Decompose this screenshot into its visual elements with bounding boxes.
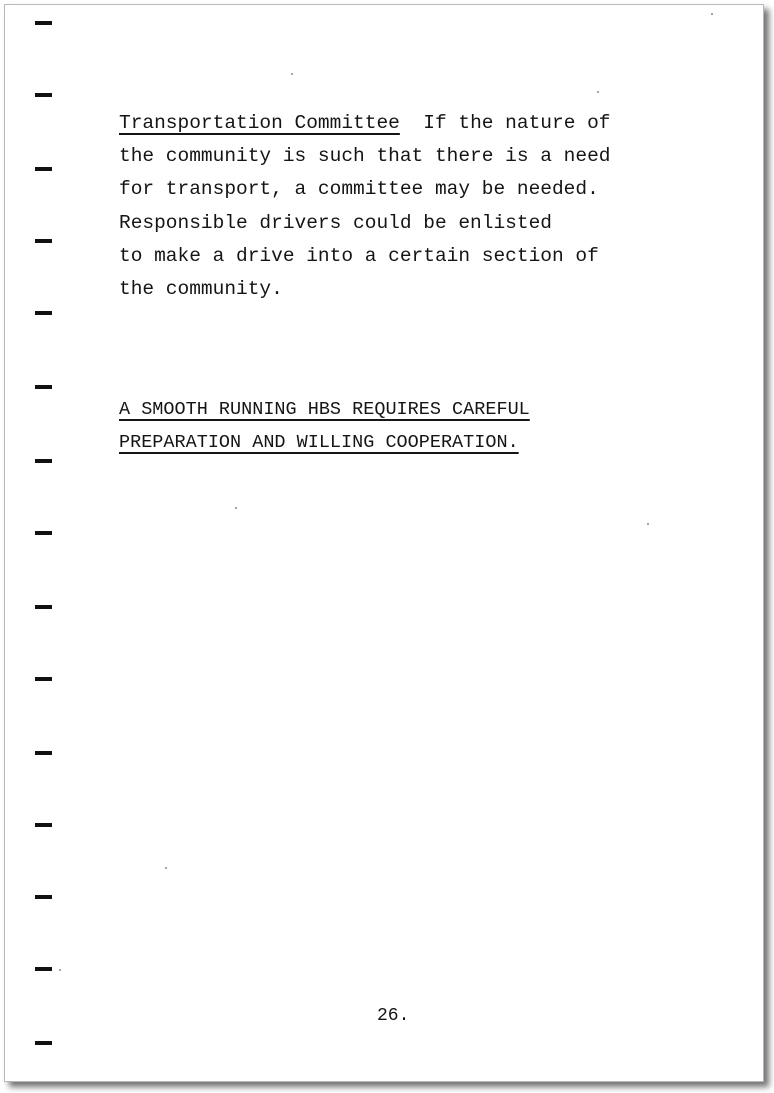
binder-tick-mark — [35, 751, 52, 755]
scan-speck — [165, 867, 167, 869]
paragraph-line: to make a drive into a certain section of — [119, 244, 599, 267]
paragraph-line: Responsible drivers could be enlisted — [119, 211, 552, 234]
section-heading: Transportation Committee — [119, 112, 400, 134]
binder-tick-mark — [35, 167, 52, 171]
document-page — [4, 4, 764, 1082]
closing-statement-line: PREPARATION AND WILLING COOPERATION. — [119, 432, 519, 454]
binder-tick-mark — [35, 895, 52, 899]
closing-statement-line: A SMOOTH RUNNING HBS REQUIRES CAREFUL — [119, 399, 530, 420]
binder-tick-mark — [35, 531, 52, 535]
scan-speck — [235, 507, 237, 509]
scan-speck — [597, 91, 599, 93]
paragraph-first-line — [119, 107, 689, 140]
scan-speck — [711, 13, 713, 15]
binder-tick-mark — [35, 93, 52, 97]
binder-tick-mark — [35, 239, 52, 243]
paragraph-line: the community is such that there is a need — [119, 145, 611, 168]
scan-speck — [291, 73, 293, 75]
transportation-committee-paragraph — [119, 107, 689, 306]
binder-tick-mark — [35, 605, 52, 609]
binder-tick-mark — [35, 967, 52, 971]
binder-tick-mark — [35, 311, 52, 315]
paragraph-line: for transport, a committee may be needed. — [119, 178, 599, 201]
first-line-text: If the nature of — [423, 112, 611, 134]
scan-speck — [647, 523, 649, 525]
page-number: 26. — [377, 1006, 410, 1026]
binder-tick-mark — [35, 823, 52, 827]
closing-statement — [119, 393, 689, 459]
binder-tick-mark — [35, 459, 52, 463]
scan-speck — [59, 969, 61, 971]
binder-tick-mark — [35, 21, 52, 25]
paragraph-line: the community. — [119, 278, 283, 301]
binder-tick-mark — [35, 385, 52, 389]
binder-tick-mark — [35, 1041, 52, 1045]
binder-tick-mark — [35, 677, 52, 681]
